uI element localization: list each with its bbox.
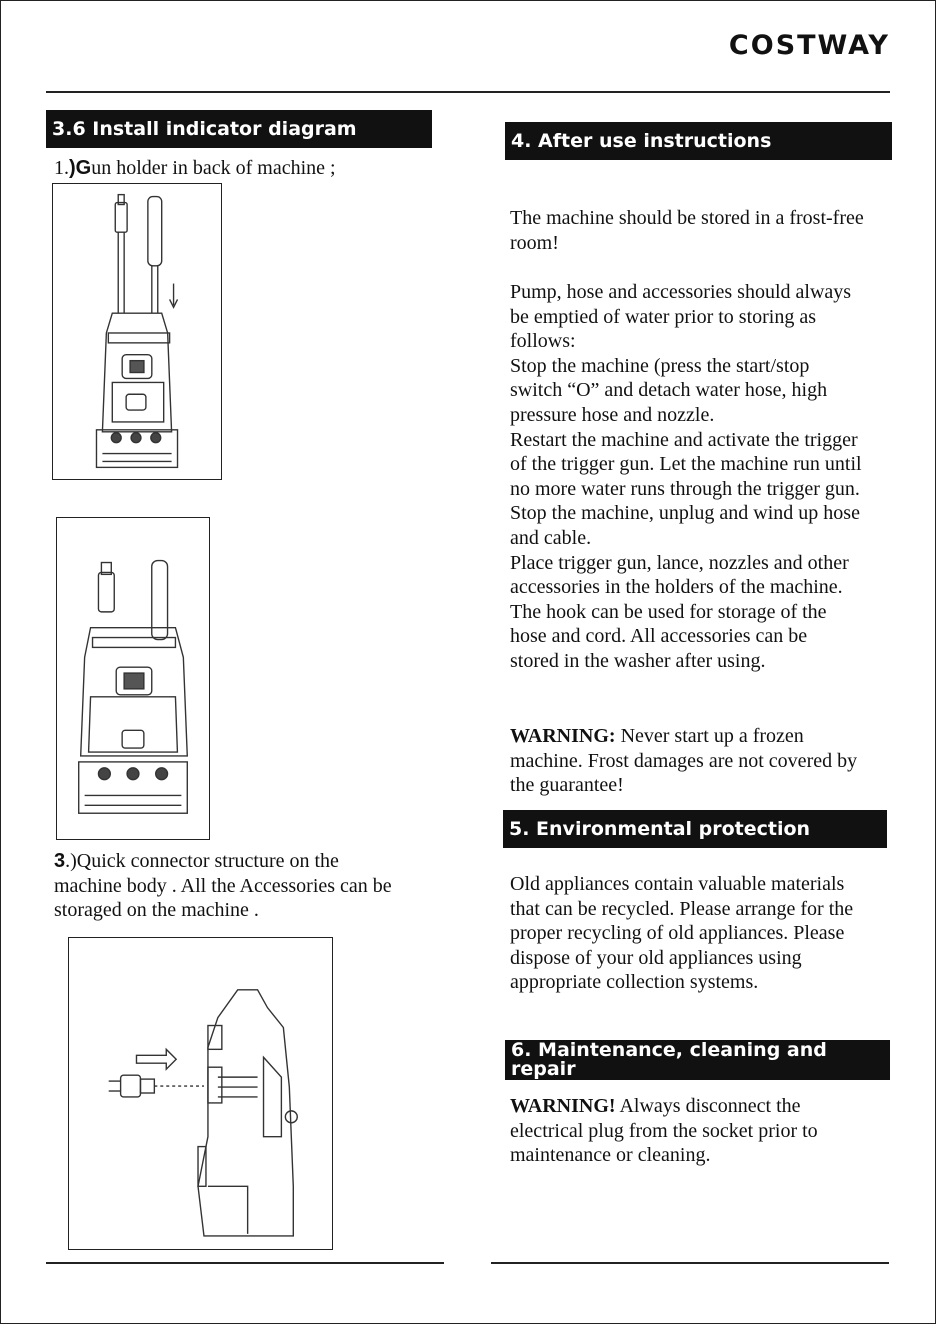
step3-caption — [54, 849, 434, 923]
frozen-warning — [510, 724, 895, 798]
maintenance-warning-text: Always disconnect the — [619, 1095, 801, 1117]
header-rule — [46, 91, 890, 93]
after-use-line: be emptied of water prior to storing as — [510, 305, 817, 328]
after-use-line: Stop the machine, unplug and wind up hose — [510, 502, 860, 525]
environment-line: that can be recycled. Please arrange for the — [510, 897, 854, 920]
maintenance-line2: electrical plug from the socket prior to — [510, 1119, 818, 1142]
after-use-steps — [510, 280, 895, 674]
after-use-line: The hook can be used for storage of the — [510, 600, 827, 623]
figure-gun-holder-back — [52, 183, 222, 480]
maintenance-line3: maintenance or cleaning. — [510, 1144, 711, 1167]
maintenance-warning-label: WARNING! — [510, 1095, 616, 1117]
warning-line3: the guarantee! — [510, 774, 624, 797]
after-use-line: hose and cord. All accessories can be — [510, 625, 808, 648]
step3-num: 3 — [54, 850, 66, 872]
footer-rule-left — [46, 1262, 444, 1264]
after-use-intro: The machine should be stored in a frost-free room! — [510, 207, 864, 254]
step1-rest: un holder in back of machine ; — [91, 157, 336, 179]
after-use-line: Pump, hose and accessories should always — [510, 281, 852, 303]
section-heading-after-use: 4. After use instructions — [505, 122, 892, 160]
figure-quick-connector — [68, 937, 333, 1250]
step1-caption — [54, 156, 336, 181]
after-use-line: and cable. — [510, 526, 592, 549]
environment-line: Old appliances contain valuable materials — [510, 873, 845, 895]
environment-line: appropriate collection systems. — [510, 971, 759, 994]
environment-line: proper recycling of old appliances. Please — [510, 922, 845, 945]
after-use-line: stored in the washer after using. — [510, 649, 766, 672]
step3-line1: .)Quick connector structure on the — [65, 850, 339, 872]
step3-line3: storaged on the machine . — [54, 899, 259, 922]
after-use-line: Stop the machine (press the start/stop — [510, 354, 810, 377]
after-use-line: pressure hose and nozzle. — [510, 403, 715, 426]
warning-text: Never start up a frozen — [620, 725, 804, 747]
warning-line2: machine. Frost damages are not covered by — [510, 749, 858, 772]
after-use-line: switch “O” and detach water hose, high — [510, 379, 828, 402]
machine-back-illustration — [53, 184, 221, 479]
figure-gun-holder-front — [56, 517, 210, 840]
quick-connector-illustration — [69, 938, 332, 1249]
section-heading-install: 3.6 Install indicator diagram — [46, 110, 432, 148]
section-heading-maintenance: 6. Maintenance, cleaning and repair — [505, 1040, 890, 1080]
step3-line2: machine body . All the Accessories can be — [54, 874, 392, 897]
section-heading-environment: 5. Environmental protection — [503, 810, 887, 848]
environment-text — [510, 872, 895, 995]
after-use-line: accessories in the holders of the machine. — [510, 576, 843, 599]
after-use-line: follows: — [510, 330, 576, 353]
footer-rule-right — [491, 1262, 889, 1264]
brand-logo: COSTWAY — [728, 30, 890, 61]
environment-line: dispose of your old appliances using — [510, 946, 802, 969]
after-use-line: Place trigger gun, lance, nozzles and other — [510, 551, 849, 574]
after-use-line: Restart the machine and activate the trigger — [510, 428, 858, 451]
step1-bold: )G — [69, 157, 92, 179]
maintenance-warning — [510, 1094, 895, 1168]
step1-num: 1. — [54, 157, 69, 179]
after-use-line: no more water runs through the trigger gun. — [510, 477, 860, 500]
after-use-line: of the trigger gun. Let the machine run until — [510, 453, 862, 476]
machine-front-illustration — [57, 518, 209, 839]
warning-label: WARNING: — [510, 725, 616, 747]
